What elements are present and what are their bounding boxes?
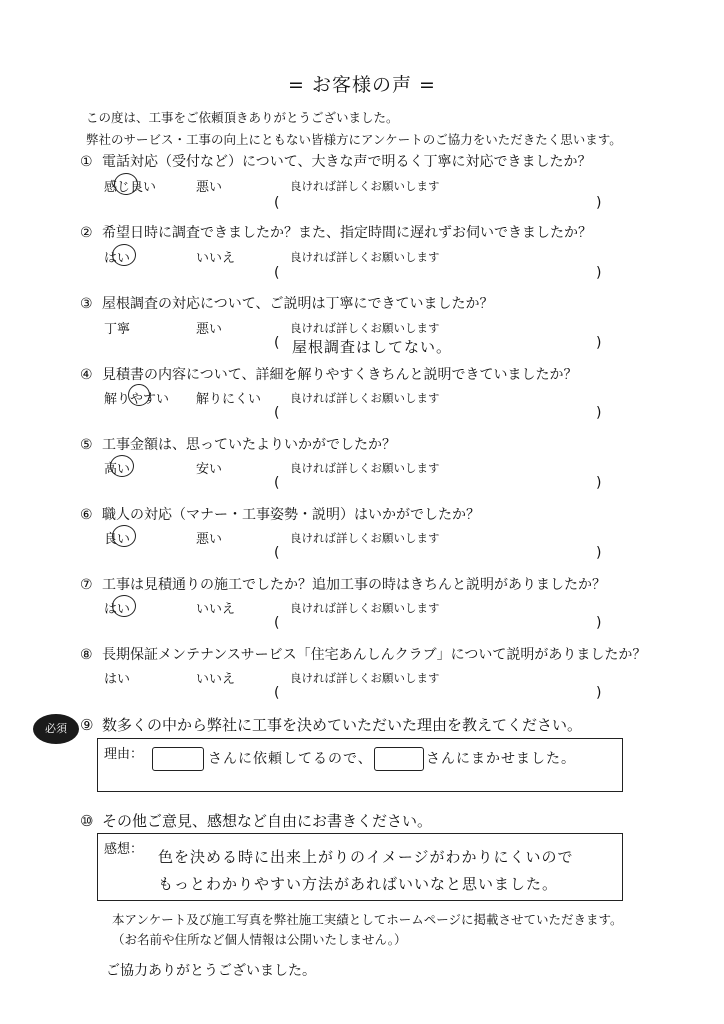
q5-paren-open: ( [274,475,280,491]
q10-answer-line-2: もっとわかりやすい方法があればいいなと思いました。 [158,875,559,893]
question-5: ⑤ 工事金額は、思っていたよりいかがでしたか？ [80,437,396,453]
q8-hint: 良ければ詳しくお願いします [290,671,440,685]
q9-label: 理由： [104,747,144,762]
question-9: ⑨ 数多くの中から弊社に工事を決めていただいた理由を教えてください。 [80,716,583,734]
question-3: ③ 屋根調査の対応について、ご説明は丁寧にできていましたか？ [80,296,494,312]
q8-paren-open: ( [274,685,280,701]
footer-note-1: 本アンケート及び施工写真を弊社施工実績としてホームページに掲載させていただきます。 [112,912,623,927]
q6-hint: 良ければ詳しくお願いします [290,531,440,545]
q1-paren-open: ( [274,195,280,211]
required-badge: 必須 [33,714,79,744]
q3-paren-close: ) [596,335,602,351]
q6-option-bad[interactable]: 悪い [196,532,223,547]
q7-answer-circle [112,595,136,617]
question-4: ④ 見積書の内容について、詳細を解りやすくきちんと説明できていましたか？ [80,367,578,383]
question-6: ⑥ 職人の対応（マナー・工事姿勢・説明）はいかがでしたか？ [80,507,480,523]
q1-answer-circle [114,173,138,195]
question-2: ② 希望日時に調査できましたか？また、指定時間に遅れずお伺いできましたか？ [80,225,592,241]
q5-paren-close: ) [596,475,602,491]
intro-line-1: この度は、工事をご依頼頂きありがとうございました。 [86,110,399,125]
question-1: ① 電話対応（受付など）について、大きな声で明るく丁寧に対応できましたか？ [80,154,592,170]
q2-option-no[interactable]: いいえ [196,251,236,266]
q7-paren-close: ) [596,615,602,631]
q5-option-cheap[interactable]: 安い [196,462,223,477]
q8-paren-close: ) [596,685,602,701]
q7-hint: 良ければ詳しくお願いします [290,601,440,615]
q4-option-unclear[interactable]: 解りにくい [196,392,262,407]
page-title: = お客様の声 = [288,74,436,96]
q2-answer-circle [112,244,136,266]
thanks-text: ご協力ありがとうございました。 [106,963,316,979]
q7-option-no[interactable]: いいえ [196,602,236,617]
q1-hint: 良ければ詳しくお願いします [290,179,440,193]
q8-option-no[interactable]: いいえ [196,672,236,687]
q10-label: 感想： [104,842,144,857]
q1-option-bad[interactable]: 悪い [196,180,223,195]
q5-answer-circle [110,455,134,477]
q3-hint: 良ければ詳しくお願いします [290,321,440,335]
q4-paren-open: ( [274,405,280,421]
question-8: ⑧ 長期保証メンテナンスサービス「住宅あんしんクラブ」について説明がありましたか？ [80,647,647,663]
q6-paren-close: ) [596,545,602,561]
q4-answer-circle [128,384,150,406]
q7-paren-open: ( [274,615,280,631]
q5-hint: 良ければ詳しくお願いします [290,461,440,475]
q3-handwritten-answer: 屋根調査はしてない。 [292,338,453,356]
question-10: ⑩ その他ご意見、感想など自由にお書きください。 [80,812,433,830]
q1-paren-close: ) [596,195,602,211]
q4-option-clear[interactable]: 解りやすい [104,392,170,407]
q3-option-bad[interactable]: 悪い [196,322,223,337]
q2-paren-open: ( [274,265,280,281]
q2-hint: 良ければ詳しくお願いします [290,250,440,264]
q4-paren-close: ) [596,405,602,421]
q3-option-polite[interactable]: 丁寧 [104,322,131,337]
q2-option-yes[interactable]: はい [104,251,131,266]
q9-answer-part-2: さんにまかせました。 [426,751,576,767]
q4-hint: 良ければ詳しくお願いします [290,391,440,405]
q6-answer-circle [112,525,136,547]
q9-name-mask-2 [374,747,424,771]
question-7: ⑦ 工事は見積通りの施工でしたか？追加工事の時はきちんと説明がありましたか？ [80,577,606,593]
q1-option-good[interactable]: 感じ良い [104,180,157,195]
q8-option-yes[interactable]: はい [104,672,131,687]
q3-paren-open: ( [274,335,280,351]
q6-paren-open: ( [274,545,280,561]
q10-answer-line-1: 色を決める時に出来上がりのイメージがわかりにくいので [158,848,574,866]
footer-note-2: （お名前や住所など個人情報は公開いたしません。） [112,932,407,947]
q9-answer-part-1: さんに依頼してるので、 [208,751,373,767]
intro-line-2: 弊社のサービス・工事の向上にともない皆様方にアンケートのご協力をいただきたく思います。 [86,132,622,147]
q9-name-mask-1 [152,747,204,771]
q7-option-yes[interactable]: はい [104,602,131,617]
q2-paren-close: ) [596,265,602,281]
q5-option-high[interactable]: 高い [104,462,131,477]
q6-option-good[interactable]: 良い [104,532,131,547]
